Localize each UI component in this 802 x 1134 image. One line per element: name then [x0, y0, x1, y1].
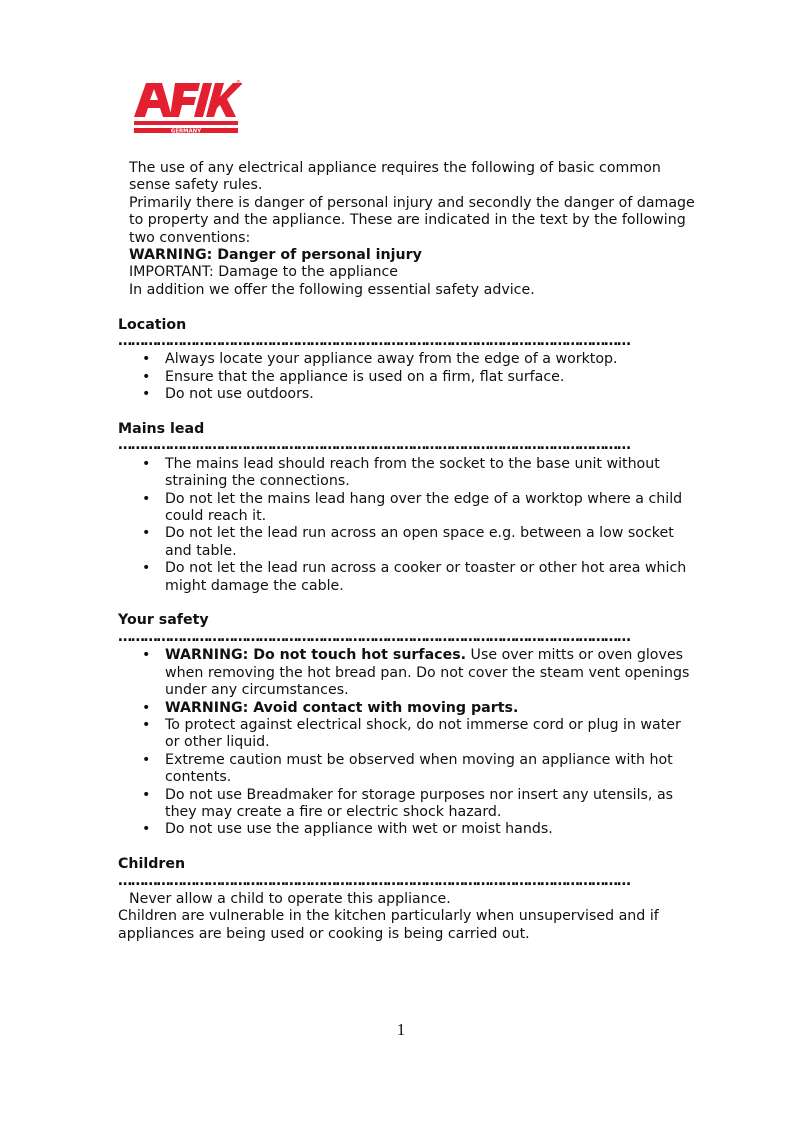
location-section — [118, 317, 698, 404]
list-item: • Do not use Breadmaker for storage purposes nor insert any utensils, as they may create a fire or electric shock hazard. — [142, 786, 674, 820]
section-heading: Your safety — [118, 612, 209, 629]
list-item: • WARNING: Do not touch hot surfaces. Use over mitts or oven gloves when removing the hot bread pan. Do not cover the steam vent openings under any circumstances. — [142, 647, 690, 699]
list-item: • The mains lead should reach from the socket to the base unit without straining the connections. — [142, 455, 660, 490]
list-item: • Do not use outdoors. — [142, 386, 314, 403]
intro-paragraph-2: Primarily there is danger of personal injury and secondly the danger of damage to property and the appliance. These are indicated in the text by the following two conventions: — [129, 194, 695, 246]
list-item: • Extreme caution must be observed when moving an appliance with hot contents. — [142, 751, 673, 786]
dotted-divider: ………………………………………………………………………………………………………… — [118, 438, 630, 454]
section-heading: Location — [118, 316, 187, 333]
important-convention: IMPORTANT: Damage to the appliance — [129, 264, 398, 281]
list-item: • Do not use use the appliance with wet or moist hands. — [142, 821, 553, 838]
dotted-divider: ………………………………………………………………………………………………………… — [118, 629, 630, 645]
section-heading: Children — [118, 856, 186, 873]
afk-germany-logo — [132, 79, 242, 135]
mains-lead-list — [118, 456, 698, 595]
section-heading: Mains lead — [118, 421, 205, 438]
page-number: 1 — [396, 1020, 406, 1039]
registered-mark: ® — [236, 80, 241, 86]
list-item: • Do not let the mains lead hang over the edge of a worktop where a child could reach it. — [142, 490, 683, 525]
children-paragraph-1: Never allow a child to operate this appliance. — [129, 890, 451, 907]
list-item: • Do not let the lead run across a cooker or toaster or other hot area which might damage the cable. — [142, 560, 687, 594]
list-item: • Ensure that the appliance is used on a firm, flat surface. — [142, 368, 565, 385]
dotted-divider: ………………………………………………………………………………………………………… — [118, 873, 630, 889]
intro-paragraph-1: The use of any electrical appliance requires the following of basic common sense safety rules. — [129, 160, 661, 194]
safety-list — [118, 647, 698, 838]
logo-subtext: GERMANY — [170, 128, 202, 135]
children-section — [118, 856, 698, 943]
location-list — [118, 351, 698, 403]
your-safety-section — [118, 612, 698, 838]
children-paragraph-2: Children are vulnerable in the kitchen particularly when unsupervised and if appliances are being used or cooking is being carried out. — [118, 908, 659, 942]
intro-paragraph-3: In addition we offer the following essential safety advice. — [129, 281, 535, 298]
document-body — [118, 160, 698, 943]
list-item: • Always locate your appliance away from the edge of a worktop. — [142, 351, 618, 368]
list-item: • To protect against electrical shock, do not immerse cord or plug in water or other liquid. — [142, 716, 681, 751]
list-item: • WARNING: Avoid contact with moving parts. — [142, 699, 519, 716]
list-item: • Do not let the lead run across an open space e.g. between a low socket and table. — [142, 525, 674, 559]
warning-convention: WARNING: Danger of personal injury — [129, 247, 422, 264]
mains-lead-section — [118, 421, 698, 595]
dotted-divider: ………………………………………………………………………………………………………… — [118, 334, 630, 350]
